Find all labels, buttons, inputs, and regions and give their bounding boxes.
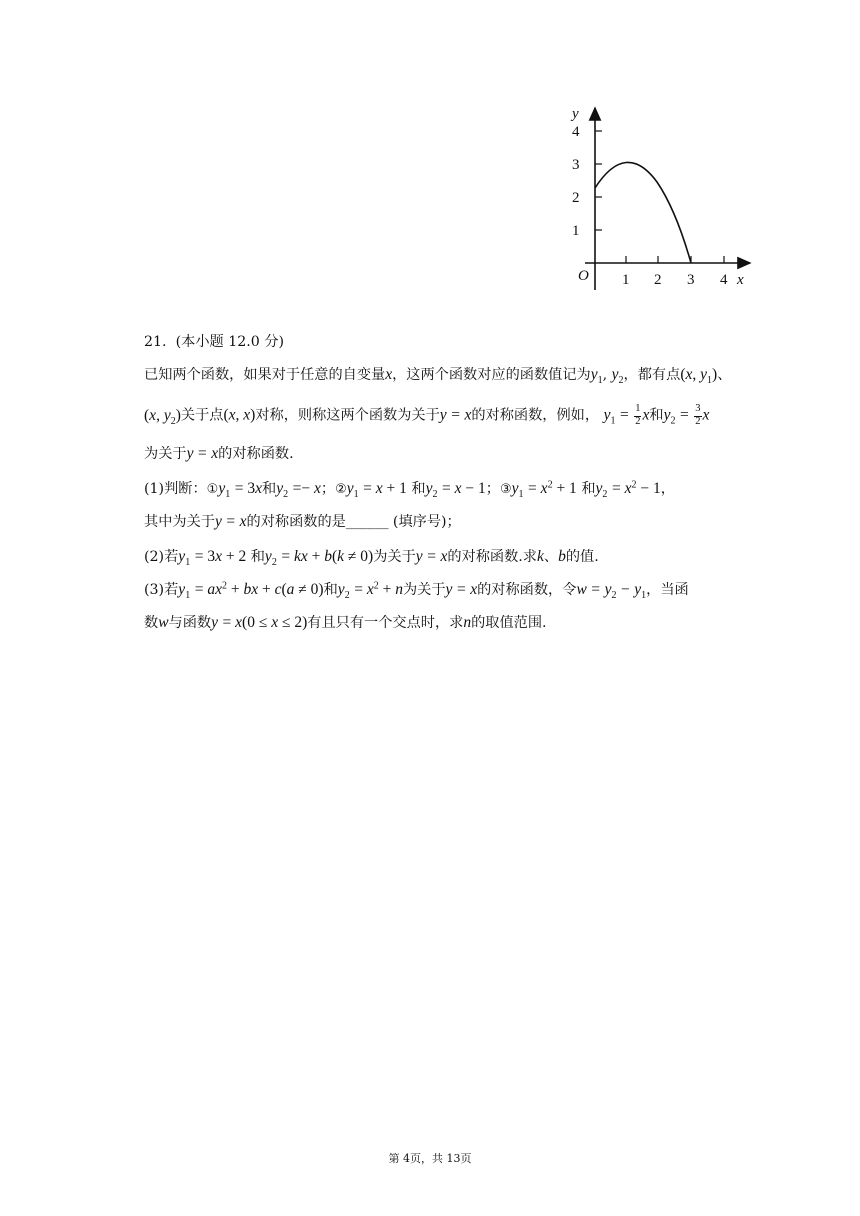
- problem-number: 21.: [144, 334, 167, 350]
- parabola-curve: [595, 162, 691, 263]
- q3-line-1: (3)若$y_1 = ax^2$ + bx + c(a ≠ 0)和$y_2 = x^2 + n$为关于y = x的对称函数，令$w = y_2 - y_1$，当函: [144, 580, 689, 601]
- q1-line-1: (1)判断：$①y_1 = 3x$和$y_2 =- x$；$②y_1 = x + 1$ 和$y_2 = x - 1$；$③y_1 = x^2 + 1$ 和$y_2 = x^2 - 1$，: [144, 479, 675, 500]
- origin-label: O: [578, 268, 589, 284]
- y-tick-1: 1: [572, 223, 580, 239]
- y-tick-2: 2: [572, 190, 580, 206]
- y-tick-3: 3: [572, 157, 580, 173]
- q3-line-2: 数w与函数y = x(0 ≤ x ≤ 2)有且只有一个交点时，求n的取值范围.: [144, 614, 547, 631]
- answer-blank: ______: [345, 514, 389, 530]
- problem-meta: (本小题 12.0 分): [175, 334, 285, 350]
- page-footer: 第 4页，共 13页: [388, 1152, 472, 1165]
- y-tick-4: 4: [572, 124, 580, 140]
- x-tick-3: 3: [687, 272, 695, 288]
- q2-line: (2)若$y_1 = 3x + 2$ 和$y_2$ = kx + b(k ≠ 0)为关于y = x的对称函数.求k、b的值.: [144, 548, 599, 568]
- x-tick-1: 1: [622, 272, 630, 288]
- intro-line-3: 为关于y = x的对称函数.: [144, 445, 294, 462]
- intro-line-2: (x, $y_2$)关于点(x, x)对称，则称这两个函数为关于y = x的对称函数，例如， $y_1$ = $\frac{1}{2}$ x和$y_2$ = $\frac{3}{2}$ x: [144, 403, 710, 427]
- q1-line-2: 其中为关于y = x的对称函数的是______ (填序号)；: [144, 513, 461, 530]
- x-axis-label: x: [737, 272, 744, 288]
- problem-header: [144, 331, 284, 351]
- x-tick-4: 4: [720, 272, 728, 288]
- intro-line-1: 已知两个函数，如果对于任意的自变量x，这两个函数对应的函数值记为$y_1$, $y_2$，都有点(x, $y_1$)、: [144, 366, 732, 387]
- function-graph: [560, 100, 760, 290]
- y-axis-label: y: [572, 106, 579, 122]
- x-tick-2: 2: [654, 272, 662, 288]
